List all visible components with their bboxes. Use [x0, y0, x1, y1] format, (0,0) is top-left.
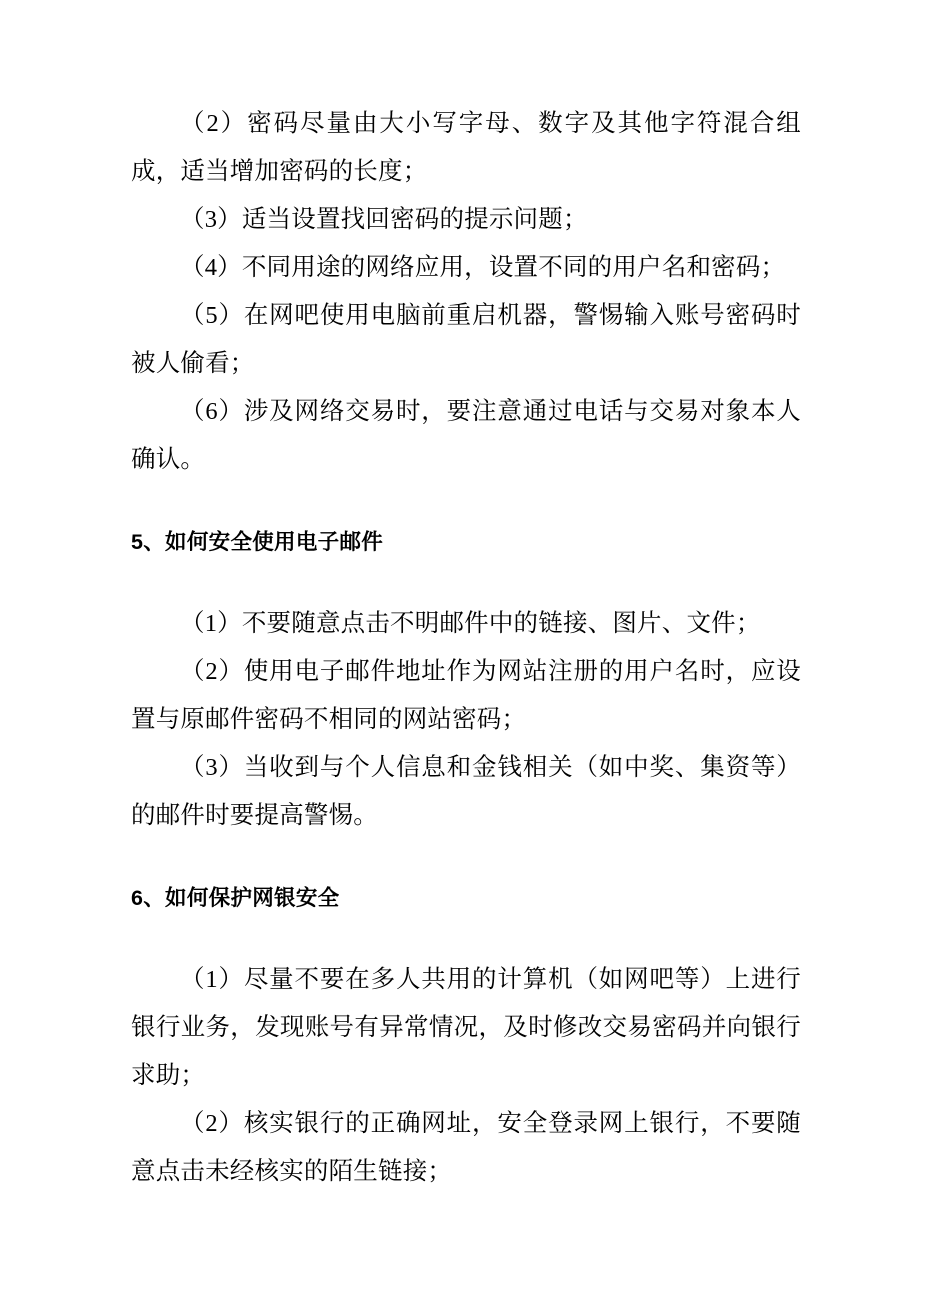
- paragraph-online-transaction-confirm: （6）涉及网络交易时，要注意通过电话与交易对象本人确认。: [131, 398, 801, 473]
- paragraph-password-hint-question: （3）适当设置找回密码的提示问题；: [180, 206, 588, 233]
- paragraph-banking-verify-url: （2）核实银行的正确网址，安全登录网上银行，不要随意点击未经核实的陌生链接；: [131, 1110, 801, 1185]
- paragraph-email-money-alert: （3）当收到与个人信息和金钱相关（如中奖、集资等）的邮件时要提高警惕。: [131, 754, 801, 829]
- paragraph-password-composition: （2）密码尽量由大小写字母、数字及其他字符混合组成，适当增加密码的长度；: [131, 110, 801, 185]
- paragraph-banking-shared-computer: （1）尽量不要在多人共用的计算机（如网吧等）上进行银行业务，发现账号有异常情况，及时修改交易密码并向银行求助；: [131, 966, 801, 1089]
- heading-online-banking-security: 6、如何保护网银安全: [131, 886, 340, 910]
- heading-email-security: 5、如何安全使用电子邮件: [131, 530, 384, 554]
- paragraph-email-as-username: （2）使用电子邮件地址作为网站注册的用户名时，应设置与原邮件密码不相同的网站密码；: [131, 658, 801, 733]
- paragraph-different-usernames: （4）不同用途的网络应用，设置不同的用户名和密码；: [180, 254, 786, 281]
- paragraph-email-no-click: （1）不要随意点击不明邮件中的链接、图片、文件；: [180, 610, 761, 637]
- paragraph-internet-cafe-restart: （5）在网吧使用电脑前重启机器，警惕输入账号密码时被人偷看；: [131, 302, 801, 377]
- document-body: [131, 100, 801, 1196]
